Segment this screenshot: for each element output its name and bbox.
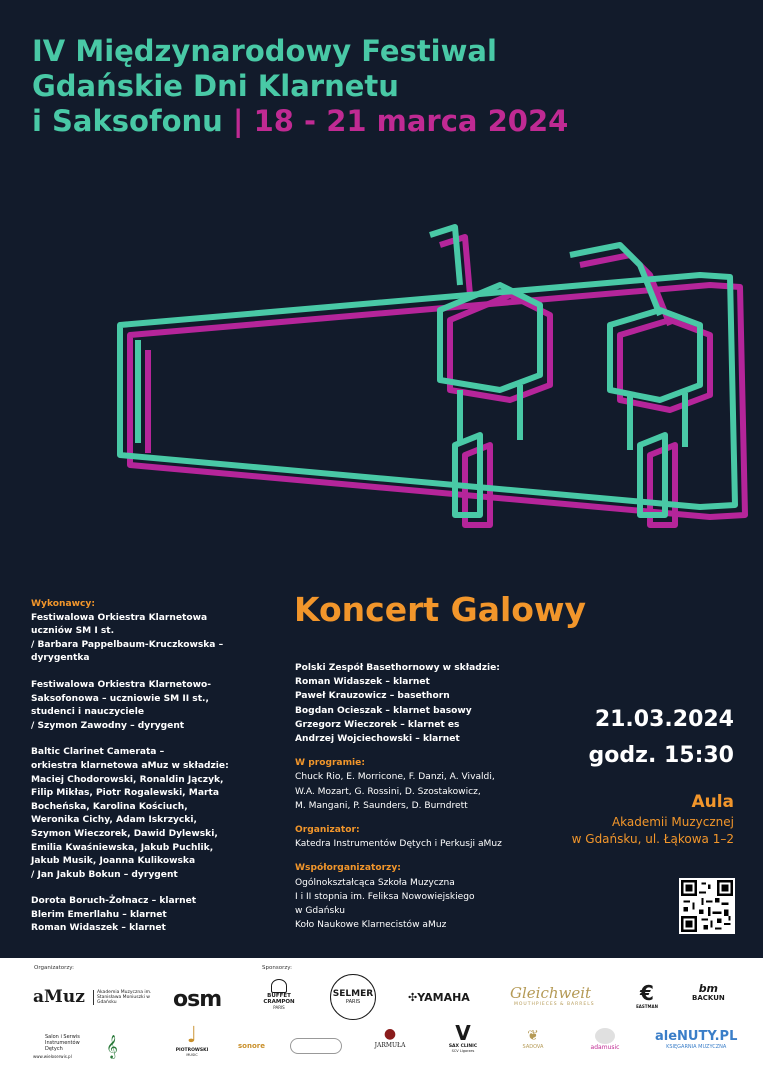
performers-line: Weronika Cichy, Adam Iskrzycki, <box>31 815 197 826</box>
adamusic-text: adamusic <box>590 1044 620 1051</box>
performers-line: Jakub Musik, Joanna Kulikowska <box>31 856 196 867</box>
performers-section <box>31 598 271 949</box>
alenuty-logo[interactable] <box>655 1030 737 1050</box>
backun-logo[interactable] <box>692 984 725 1002</box>
qr-code-icon[interactable] <box>679 878 735 934</box>
performers-block-3 <box>31 746 271 882</box>
program-section <box>295 756 555 813</box>
performers-block-4 <box>31 895 271 936</box>
sponsors-label: Sponsorzy: <box>262 965 292 971</box>
title-line-3 <box>32 104 732 139</box>
sax-clinic-logo[interactable] <box>438 1022 488 1053</box>
performers-line: Roman Widaszek – klarnet <box>31 923 166 934</box>
performers-line: dyrygentka <box>31 653 90 664</box>
title-separator: | <box>232 104 244 138</box>
sax-clinic-icon: V <box>455 1021 471 1045</box>
event-datetime <box>589 702 734 774</box>
performers-line: / Jan Jakub Bokun – dyrygent <box>31 869 178 880</box>
program-line: M. Mangani, P. Saunders, D. Burndrett <box>295 800 468 811</box>
performers-line: Emilia Kwaśniewska, Jakub Puchlik, <box>31 842 214 853</box>
event-time: godz. 15:30 <box>588 743 734 768</box>
saxophone-mouthpiece-illustration <box>100 215 760 575</box>
venue <box>572 790 734 848</box>
ensemble-section <box>295 661 555 746</box>
alenuty-sub: KSIĘGARNIA MUZYCZNA <box>666 1044 727 1050</box>
selmer-sub: PARIS <box>345 999 361 1005</box>
osm-logo[interactable]: osm <box>173 987 222 1012</box>
performers-line: / Barbara Pappelbaum-Kruczkowska – <box>31 639 224 650</box>
jarmula-logo[interactable] <box>370 1026 410 1049</box>
organizers-label: Organizatorzy: <box>34 965 75 971</box>
adamusic-icon <box>595 1028 615 1044</box>
eastman-text: EASTMAN <box>636 1004 658 1009</box>
salon-serwis-logo[interactable] <box>33 1034 93 1059</box>
gleichweit-logo[interactable] <box>510 984 595 1007</box>
performers-line: Saksofonowa – uczniowie SM II st., <box>31 693 209 704</box>
jarmula-text: JARMUŁA <box>374 1042 406 1049</box>
sadova-text: SADOVA <box>522 1044 544 1050</box>
performers-line: / Szymon Zawodny – dyrygent <box>31 720 185 731</box>
title-line-2: Gdańskie Dni Klarnetu <box>32 69 399 103</box>
organizer-label: Organizator: <box>295 825 360 836</box>
ensemble-line: Paweł Krauzowicz – basethorn <box>295 691 450 702</box>
performers-line: Baltic Clarinet Camerata – <box>31 747 165 758</box>
piotrowski-text: PIOTROWSKI <box>175 1048 209 1053</box>
ensemble-line: Grzegorz Wieczorek – klarnet es <box>295 719 460 730</box>
yamaha-logo[interactable] <box>408 991 470 1004</box>
venue-line-2: w Gdańsku, ul. Łąkowa 1–2 <box>571 832 734 846</box>
program-label: W programie: <box>295 758 365 769</box>
gleichweit-sub: MOUTHPIECES & BARRELS <box>514 1002 595 1007</box>
coorganizers-section <box>295 861 555 932</box>
sadova-logo[interactable] <box>518 1028 548 1050</box>
organizer-section <box>295 823 555 851</box>
buffet-crampon-logo[interactable] <box>258 979 300 1010</box>
ensemble-line: Polski Zespół Basethornowy w składzie: <box>295 663 500 673</box>
sonore-logo[interactable]: sonore <box>238 1042 265 1050</box>
performers-line: Szymon Wieczorek, Dawid Dylewski, <box>31 828 218 839</box>
yamaha-icon: ✣ <box>408 991 418 1004</box>
sax-clinic-sub: SCV Ligorzes <box>451 1049 475 1053</box>
performers-line: Festiwalowa Orkiestra Klarnetowo- <box>31 679 212 690</box>
jarmula-icon: ● <box>383 1026 397 1042</box>
performers-line: orkiestra klarnetowa aMuz w składzie: <box>31 760 229 771</box>
amuz-logo-text: aMuz <box>33 987 85 1007</box>
festival-title <box>32 34 732 139</box>
organizer-line: Katedra Instrumentów Dętych i Perkusji aMuz <box>295 839 502 850</box>
program-line: W.A. Mozart, G. Rossini, D. Szostakowicz, <box>295 786 481 797</box>
adamusic-logo[interactable] <box>584 1028 626 1051</box>
amuz-logo[interactable] <box>33 987 152 1007</box>
performers-label: Wykonawcy: <box>31 599 95 609</box>
buffet-crampon-sub: PARIS <box>273 1005 285 1010</box>
piotrowski-icon: ♩ <box>186 1023 198 1048</box>
coorganizers-label: Współorganizatorzy: <box>295 863 401 874</box>
coorganizers-line: Koło Naukowe Klarnecistów aMuz <box>295 920 447 931</box>
program-column <box>295 661 555 942</box>
coorganizers-line: w Gdańsku <box>295 906 345 917</box>
gleichweit-text: Gleichweit <box>510 984 592 1002</box>
music-note-logo[interactable]: 𝄞 <box>106 1034 118 1058</box>
performers-block-2 <box>31 679 271 733</box>
instrument-case-logo[interactable] <box>290 1038 342 1054</box>
performers-block-1 <box>31 612 271 666</box>
performers-line: Blerim Emerllahu – klarnet <box>31 909 167 920</box>
event-date: 21.03.2024 <box>594 707 734 732</box>
selmer-logo[interactable] <box>330 974 376 1020</box>
yamaha-text: YAMAHA <box>417 991 470 1004</box>
salon-serwis-url: www.wieloserwis.pl <box>33 1054 72 1059</box>
performers-line: Dorota Boruch-Żołnacz – klarnet <box>31 896 197 907</box>
performers-line: Maciej Chodorowski, Ronaldin Jączyk, <box>31 774 224 785</box>
footer <box>0 958 763 1080</box>
eastman-icon: € <box>640 981 654 1005</box>
backun-text: BACKUN <box>692 994 725 1002</box>
amuz-logo-sub: Akademia Muzyczna im. Stanisława Moniuszki w Gdańsku <box>93 990 152 1005</box>
title-line-1: IV Międzynarodowy Festiwal <box>32 34 497 68</box>
sax-clinic-text: SAX CLINIC <box>448 1044 478 1049</box>
venue-name: Aula <box>691 792 734 812</box>
ensemble-line: Bogdan Ocieszak – klarnet basowy <box>295 705 472 716</box>
performers-line: uczniów SM I st. <box>31 626 115 637</box>
ensemble-line: Roman Widaszek – klarnet <box>295 677 430 688</box>
concert-title: Koncert Galowy <box>294 590 586 629</box>
eastman-logo[interactable] <box>630 982 664 1009</box>
piotrowski-logo[interactable] <box>172 1024 212 1057</box>
title-line-3-text: i Saksofonu <box>32 104 223 138</box>
ensemble-line: Andrzej Wojciechowski – klarnet <box>295 734 460 745</box>
backun-icon: bm <box>698 982 719 995</box>
alenuty-text: aleNUTY.PL <box>655 1029 738 1044</box>
venue-line-1: Akademii Muzycznej <box>611 815 734 829</box>
performers-line: Festiwalowa Orkiestra Klarnetowa <box>31 612 208 623</box>
coorganizers-line: Ogólnokształcąca Szkoła Muzyczna <box>295 877 455 888</box>
performers-line: Bocheńska, Karolina Kościuch, <box>31 801 188 812</box>
buffet-crampon-text: BUFFET CRAMPON <box>263 993 295 1005</box>
program-line: Chuck Rio, E. Morricone, F. Danzi, A. Vivaldi, <box>295 772 495 783</box>
coorganizers-line: I i II stopnia im. Feliksa Nowowiejskiego <box>295 891 475 902</box>
sadova-icon: ❦ <box>527 1028 539 1044</box>
performers-line: studenci i nauczyciele <box>31 707 144 718</box>
salon-serwis-text: Salon i Serwis Instrumentów Dętych <box>45 1034 80 1052</box>
performers-line: Filip Mikłas, Piotr Rogalewski, Marta <box>31 788 219 799</box>
selmer-text: SELMER <box>332 989 374 999</box>
piotrowski-sub: MUSIC <box>186 1053 198 1057</box>
festival-dates: 18 - 21 marca 2024 <box>253 104 569 138</box>
buffet-crampon-icon <box>271 979 287 993</box>
